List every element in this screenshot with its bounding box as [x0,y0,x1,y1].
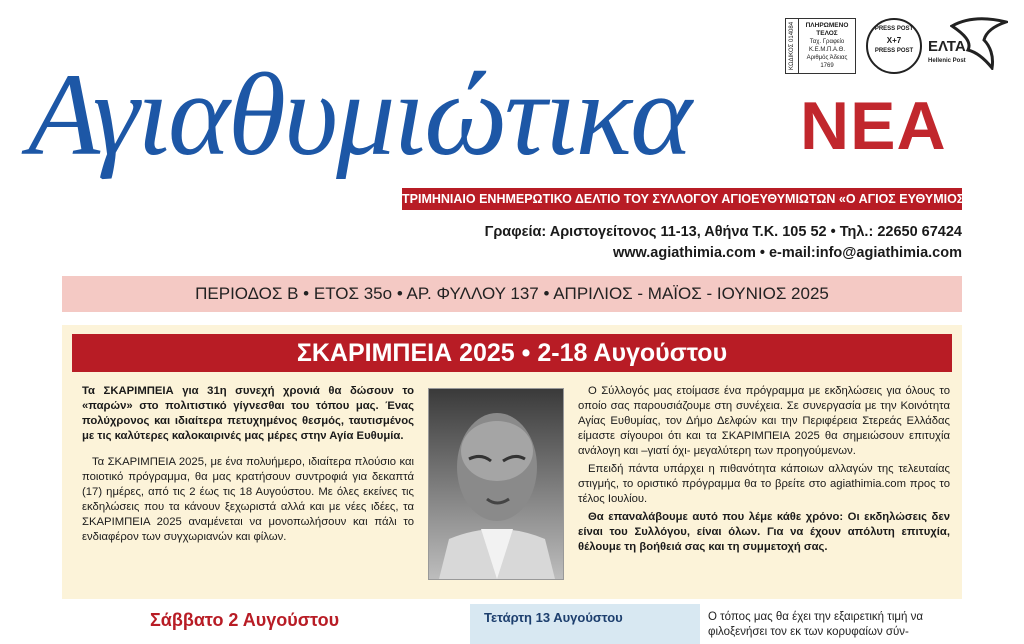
press-bottom: PRESS POST [874,48,914,54]
issue-period: ΠΕΡΙΟΔΟΣ Β • ΕΤΟΣ 35ο • ΑΡ. ΦΥΛΛΟΥ 137 • ΑΠΡΙΛΙΟΣ - ΜΑΪΟΣ - ΙΟΥΝΙΟΣ 2025 [62,276,962,312]
elta-subtitle: Hellenic Post [928,58,966,64]
postal-code: ΚΩΔΙΚΟΣ 014084 [785,18,799,74]
portrait-photo [428,388,564,580]
place-text: Ο τόπος μας θα έχει την εξαιρετική τιμή να φιλοξενήσει τον εκ των κορυφαίων σύν- [708,611,923,638]
article-left-paragraph: Τα ΣΚΑΡΙΜΠΕΙΑ 2025, με ένα πολυήμερο, ιδιαίτερα πλούσιο και ποιοτικό πρόγραμμα, θα μας κρατήσουν συντροφιά για δεκαπτά (17) ημέρες, από τις 2 έως τις 18 Αυγούστου. Με όλες εκείνες τις εκδηλώσεις που τα κάνουν ξεχωριστά αλλά και με νέες ιδέες, τα ΣΚΑΡΙΜΠΕΙΑ 2025 αναμένεται να μονοπωλήσουν και πάλι το ενδιαφέρον των συγχωριανών και φίλων. [82,456,414,543]
saturday-heading: Σάββατο 2 Αυγούστου [150,610,340,630]
paid-title: ΠΛΗΡΩΜΕΝΟ ΤΕΛΟΣ [805,22,849,37]
press-top: PRESS POST [874,26,914,32]
masthead-accent: ΝΕΑ [800,88,947,164]
paid-line4: 1769 [820,63,834,69]
paid-line3: Αριθμός Άδειας [806,55,848,61]
paid-postage-box [798,18,856,74]
paid-line2: Κ.Ε.Μ.Π.Α.Θ. [808,47,845,53]
paid-line1: Ταχ. Γραφείο [809,39,845,45]
wednesday-heading: Τετάρτη 13 Αυγούστου [484,610,623,625]
elta-logo-text: ΕΛΤΑ [928,38,966,55]
masthead-title: Αγιαθυμιώτικα [28,49,691,180]
article-right-paragraph-3: Θα επαναλάβουμε αυτό που λέμε κάθε χρόνο: Οι εκδηλώσεις δεν είναι του Συλλόγου, είναι όλων. Για να έχουν απόλυτη επιτυχία, θέλουμε τη βοήθειά σας και τη συμμετοχή σας. [578,511,950,553]
article-heading: ΣΚΑΡΙΜΠΕΙΑ 2025 • 2-18 Αυγούστου [72,334,952,372]
office-address: Γραφεία: Αριστογείτονος 11-13, Αθήνα Τ.Κ. 105 52 • Τηλ.: 22650 67424 [484,224,962,240]
article-right-paragraph-1: Ο Σύλλογός μας ετοίμασε ένα πρόγραμμα με εκδηλώσεις για όλους το οποίο σας παρουσιάζουμε στη συνέχεια. Σε συνεργασία με την Κοινότητα Αγίας Ευθυμίας, τον Δήμο Δελφών και την Περιφέρεια Στερεάς Ελλάδας είμαστε σίγουροι ότι και τα ΣΚΑΡΙΜΠΕΙΑ 2025 θα σημειώσουν επιτυχία ανάλογη και –γιατί όχι- μεγαλύτερη των προηγούμενων. [578,385,950,457]
web-email: www.agiathimia.com • e-mail:info@agiathimia.com [612,245,962,261]
article-right-column [578,384,950,558]
masthead-subtitle: ΤΡΙΜΗΝΙΑΙΟ ΕΝΗΜΕΡΩΤΙΚΟ ΔΕΛΤΙΟ ΤΟΥ ΣΥΛΛΟΓΟΥ ΑΓΙΟΕΥΘΥΜΙΩΤΩΝ «Ο ΑΓΙΟΣ ΕΥΘΥΜΙΟΣ» [402,188,962,210]
press-post-stamp [866,18,922,74]
press-mid: X+7 [886,36,902,45]
article-left-column [82,384,414,556]
article-lead: Τα ΣΚΑΡΙΜΠΕΙΑ για 31η συνεχή χρονιά θα δώσουν το «παρών» στο πολιτιστικό γίγνεσθαι του τόπου μας. Ένας πολύχρονος και ιδιαίτερα πετυχημένος θεσμός, ταυτισμένος με τις καλύτερες καλοκαιρινές μας μέρες στην Αγία Ευθυμία. [82,385,414,442]
article-right-paragraph-2: Επειδή πάντα υπάρχει η πιθανότητα κάποιων αλλαγών της τελευταίας στιγμής, το οριστικό πρόγραμμα θα το βρείτε στο agiathimia.com προς το τέλος Ιουλίου. [578,463,950,505]
